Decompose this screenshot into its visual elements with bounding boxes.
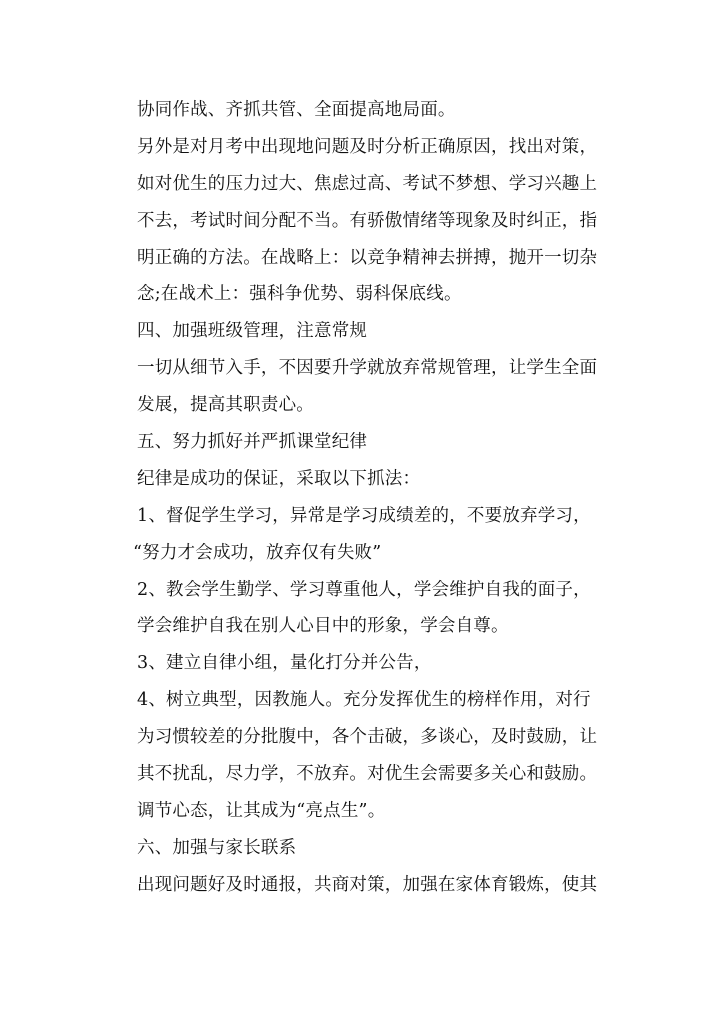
quote-line: “努力才会成功，放弃仅有失败” [133, 542, 382, 563]
paragraph-line: 纪律是成功的保证，采取以下抓法： [137, 468, 421, 489]
paragraph-line: 其不扰乱，尽力学，不放弃。对优生会需要多关心和鼓励。 [137, 764, 598, 785]
list-item-4: 4、树立典型，因教施人。充分发挥优生的榜样作用，对行 [137, 690, 591, 711]
paragraph-line: 一切从细节入手，不因要升学就放弃常规管理，让学生全面 [137, 358, 598, 379]
paragraph-line: 如对优生的压力过大、焦虑过高、考试不梦想、学习兴趣上 [137, 173, 598, 194]
paragraph-line: 念;在战术上：强科争优势、弱科保底线。 [137, 284, 462, 305]
paragraph-line: 调节心态，让其成为“亮点生”。 [137, 800, 386, 821]
section-heading-5: 五、努力抓好并严抓课堂纪律 [137, 432, 368, 453]
paragraph-line: 协同作战、齐抓共管、全面提高地局面。 [137, 100, 456, 120]
list-item-2: 2、教会学生勤学、学习尊重他人，学会维护自我的面子， [137, 579, 591, 600]
paragraph-line: 不去，考试时间分配不当。有骄傲情绪等现象及时纠正，指 [137, 210, 598, 231]
paragraph-line: 另外是对月考中出现地问题及时分析正确原因，找出对策， [137, 136, 598, 157]
paragraph-line: 发展，提高其职责心。 [137, 395, 314, 416]
list-item-3: 3、建立自律小组，量化打分并公告， [137, 653, 432, 674]
section-heading-6: 六、加强与家长联系 [137, 837, 297, 858]
document-body [133, 92, 598, 904]
paragraph-line: 为习惯较差的分批腹中，各个击破，多谈心，及时鼓励，让 [137, 727, 598, 748]
paragraph-line: 出现问题好及时通报，共商对策，加强在家体育锻炼，使其 [137, 874, 598, 895]
paragraph-line: 明正确的方法。在战略上：以竞争精神去拼搏，抛开一切杂 [137, 247, 598, 268]
section-heading-4: 四、加强班级管理，注意常规 [137, 321, 368, 342]
list-item-1: 1、督促学生学习，异常是学习成绩差的，不要放弃学习， [137, 505, 591, 526]
paragraph-line: 学会维护自我在别人心目中的形象，学会自尊。 [137, 616, 509, 637]
